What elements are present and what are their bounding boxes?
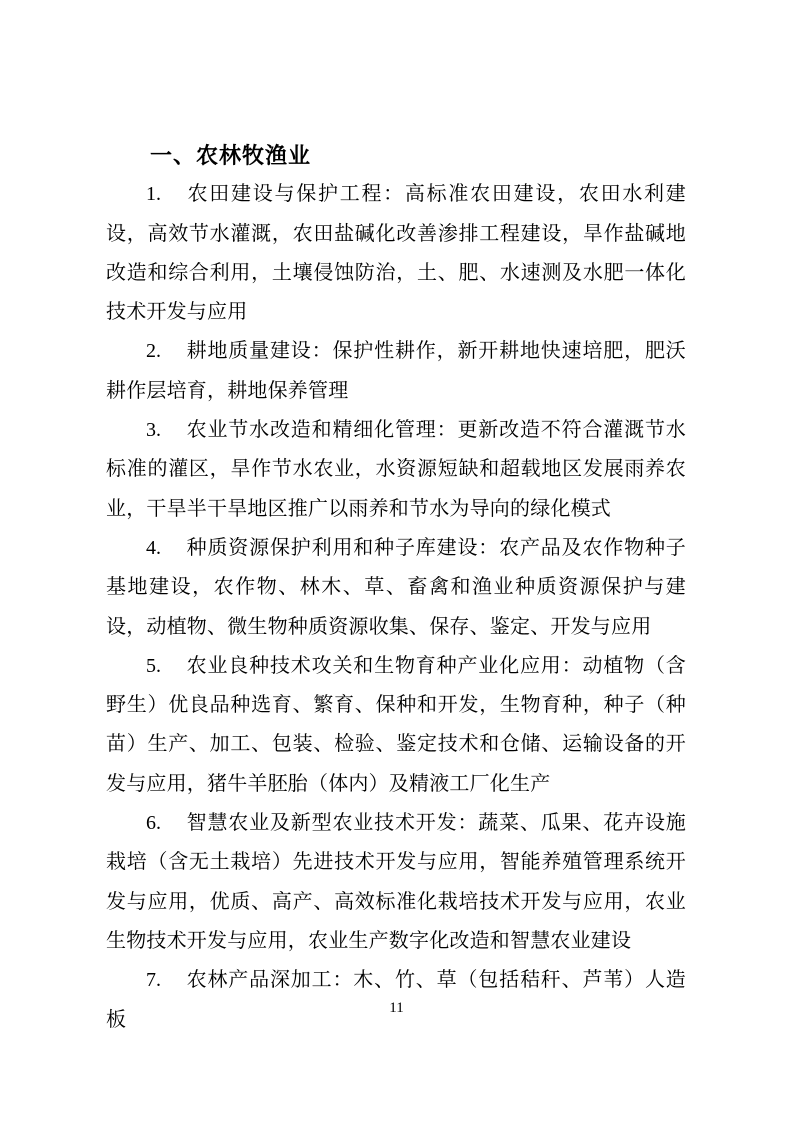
page-number: 11 (389, 1000, 404, 1016)
paragraph-item-3 (106, 411, 686, 529)
paragraph-text: 智慧农业及新型农业技术开发：蔬菜、瓜果、花卉设施栽培（含无土栽培）先进技术开发与应用，智能养殖管理系统开发与应用，优质、高产、高效标准化栽培技术开发与应用，农业生物技术开发与应用，农业生产数字化改造和智慧农业建设 (106, 812, 686, 952)
paragraph-number: 3. (146, 419, 161, 442)
section-heading: 一、农林牧渔业 (150, 143, 312, 168)
paragraph-item-1 (106, 175, 686, 332)
paragraph-number: 6. (146, 812, 161, 835)
paragraph-text: 农业良种技术攻关和生物育种产业化应用：动植物（含野生）优良品种选育、繁育、保种和开发，生物育种，种子（种苗）生产、加工、包装、检验、鉴定技术和仓储、运输设备的开发与应用，猪牛羊胚胎（体内）及精液工厂化生产 (106, 654, 686, 795)
paragraph-text: 农林产品深加工：木、竹、草（包括秸秆、芦苇）人造板 (106, 969, 686, 1031)
document-body (106, 136, 686, 1040)
paragraph-text: 农业节水改造和精细化管理：更新改造不符合灌溉节水标准的灌区，旱作节水农业，水资源短缺和超载地区发展雨养农业，干旱半干旱地区推广以雨养和节水为导向的绿化模式 (106, 419, 686, 520)
paragraph-number: 5. (146, 654, 161, 677)
paragraph-number: 4. (146, 536, 161, 559)
paragraph-item-2 (106, 332, 686, 411)
paragraph-text: 耕地质量建设：保护性耕作，新开耕地快速培肥，肥沃耕作层培育，耕地保养管理 (106, 340, 686, 402)
paragraph-number: 1. (146, 183, 161, 206)
paragraph-item-4 (106, 529, 686, 647)
paragraph-item-5 (106, 647, 686, 804)
paragraph-number: 7. (146, 969, 161, 992)
paragraph-number: 2. (146, 340, 161, 363)
paragraph-text: 农田建设与保护工程：高标准农田建设，农田水利建设，高效节水灌溉，农田盐碱化改善渗排工程建设，旱作盐碱地改造和综合利用，土壤侵蚀防治，土、肥、水速测及水肥一体化技术开发与应用 (106, 183, 686, 324)
paragraph-item-6 (106, 804, 686, 961)
paragraph-text: 种质资源保护利用和种子库建设：农产品及农作物种子基地建设，农作物、林木、草、畜禽和渔业种质资源保护与建设，动植物、微生物种质资源收集、保存、鉴定、开发与应用 (106, 536, 686, 638)
